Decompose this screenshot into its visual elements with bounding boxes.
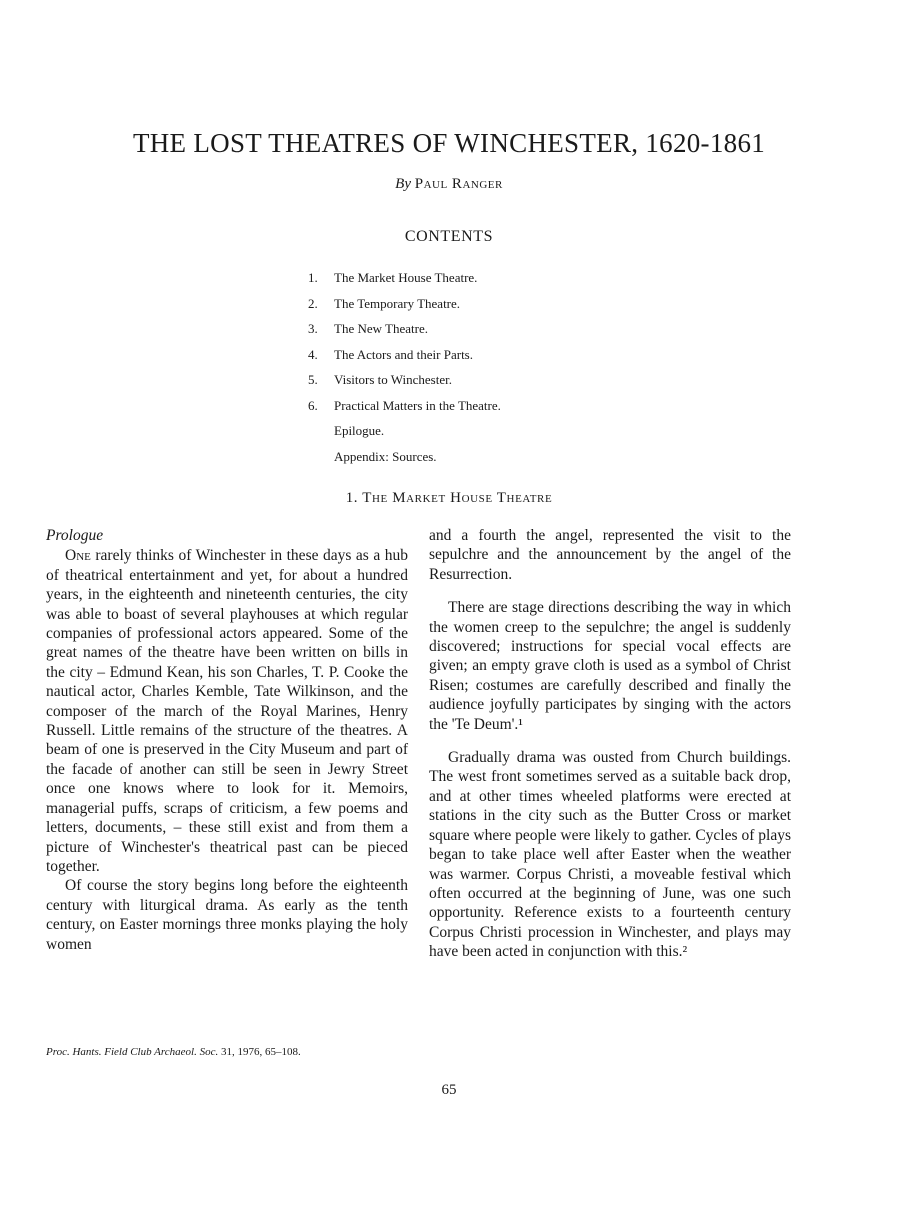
- citation-details: 31, 1976, 65–108.: [218, 1046, 301, 1058]
- toc-label: The New Theatre.: [334, 321, 428, 336]
- paragraph: [46, 546, 408, 876]
- toc-label: Epilogue.: [334, 423, 385, 438]
- toc-number: 1.: [308, 270, 318, 285]
- toc-item: [308, 398, 628, 424]
- paragraph: Of course the story begins long before the eighteenth century with liturgical drama. As early as the tenth century, on Easter mornings three monks playing the holy women: [46, 877, 408, 953]
- contents-heading: CONTENTS: [404, 228, 494, 245]
- toc-label: The Temporary Theatre.: [334, 295, 461, 311]
- toc-item: [308, 321, 628, 347]
- paragraph: There are stage directions describing the way in which the women creep to the sepulchre; the angel is suddenly discovered; instructions for special vocal effects are given; an empty grave cloth is used as a symbol of Christ Risen; costumes are carefully described and finally the audience joyfully participates by singing with the actors the 'Te Deum'.¹: [429, 599, 791, 733]
- byline-by: By: [395, 176, 411, 192]
- section-heading: 1. The Market House Theatre: [345, 490, 553, 506]
- toc-item: [308, 372, 628, 398]
- toc-number: [308, 449, 334, 475]
- right-column: [429, 526, 791, 962]
- table-of-contents: [308, 270, 628, 474]
- toc-item: [308, 449, 628, 475]
- paragraph: Gradually drama was ousted from Church buildings. The west front sometimes served as a suitable back drop, and at other times wheeled platforms were erected at stations in the city such as the Butter Cross or market square where people were likely to gather. Cycles of plays began to take place well after Easter when the weather was warmer. Corpus Christi, a moveable festival which often occurred at the beginning of June, was one such opportunity. Reference exists to a fourteenth century Corpus Christi procession in Winchester, and plays may have been acted in conjunction with this.²: [429, 749, 791, 961]
- toc-number: 4.: [308, 346, 318, 362]
- toc-number: 6.: [308, 397, 318, 413]
- paragraph-text: rarely thinks of Winchester in these days as a hub of theatrical entertainment and yet, for about a hundred years, in the eighteenth and nineteenth centuries, the city was able to boast of several playhouses at which regular companies of professional actors appeared. Some of the great names of the theatre have been written on bills in the city – Edmund Kean, his son Charles, T. P. Cooke the nautical actor, Charles Kemble, Tate Wilkinson, and the composer of the march of the Royal Marines, Henry Russell. Little remains of the structure of the theatres. A beam of one is preserved in the City Museum and part of the facade of another can still be seen in Jewry Street once one knows where to look for it. Memoirs, managerial puffs, scraps of criticism, a few poems and letters, documents, – these still exist and from them a picture of Winchester's theatrical past can be pieced together.: [46, 547, 408, 875]
- toc-item: [308, 423, 628, 449]
- journal-name: Proc. Hants. Field Club Archaeol. Soc.: [46, 1046, 219, 1058]
- toc-number: 2.: [308, 295, 318, 311]
- article-title: THE LOST THEATRES OF WINCHESTER, 1620-1861: [132, 128, 766, 158]
- toc-number: [308, 423, 334, 449]
- toc-item: [308, 347, 628, 373]
- toc-label: The Market House Theatre.: [334, 270, 478, 285]
- toc-label: The Actors and their Parts.: [334, 346, 473, 362]
- author-name: Paul Ranger: [414, 176, 503, 192]
- toc-label: Practical Matters in the Theatre.: [334, 397, 501, 413]
- toc-number: 3.: [308, 321, 318, 336]
- paragraph: and a fourth the angel, represented the visit to the sepulchre and the announcement by the angel of the Resurrection.: [429, 527, 791, 583]
- page-number: 65: [441, 1082, 457, 1098]
- left-column: [46, 526, 408, 954]
- byline: [0, 176, 898, 193]
- toc-label: Appendix: Sources.: [334, 448, 437, 464]
- toc-item: [308, 270, 628, 296]
- toc-label: Visitors to Winchester.: [334, 372, 452, 387]
- subheading-prologue: Prologue: [46, 527, 104, 544]
- toc-number: 5.: [308, 372, 318, 387]
- citation-footnote: [46, 1046, 446, 1058]
- toc-item: [308, 296, 628, 322]
- lead-word: One: [65, 547, 91, 565]
